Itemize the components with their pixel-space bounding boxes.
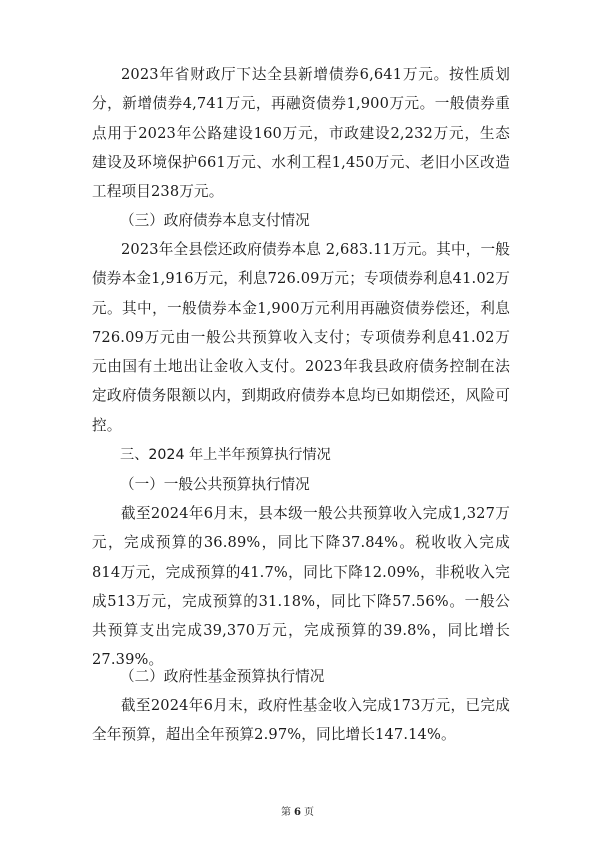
heading-debt-interest: （三）政府债券本息支付情况 bbox=[120, 212, 310, 229]
paragraph-general-budget: 截至2024年6月末，县本级一般公共预算收入完成1,327万元，完成预算的36.89%，同比下降37.84%。税收收入完成814万元，完成预算的41.7%，同比下降12.09%，非税收入完成513万元，完成预算的31.18%，同比下降57.56%。一般公共预算支出完成39,370万元，完成预算的39.8%，同比增长27.39%。 bbox=[92, 505, 510, 669]
page-footer bbox=[0, 806, 595, 820]
paragraph-fund-budget: 截至2024年6月末，政府性基金收入完成173万元，已完成全年预算，超出全年预算2.97%，同比增长147.14%。 bbox=[92, 697, 510, 744]
footer-prefix: 第 bbox=[281, 807, 292, 818]
heading-general-budget: （一）一般公共预算执行情况 bbox=[120, 476, 310, 493]
paragraph-debt-repayment: 2023年全县偿还政府债券本息 2,683.11万元。其中，一般债券本金1,916万元，利息726.09万元；专项债券利息41.02万元。其中，一般债券本金1,900万元利用再融资债券偿还，利息726.09万元由一般公共预算收入支付；专项债券利息41.02万元由国有土地出让金收入支付。2023年我县政府债务控制在法定政府债务限额以内，到期政府债券本息均已如期偿还，风险可控。 bbox=[92, 241, 510, 434]
paragraph-new-bonds: 2023年省财政厅下达全县新增债券6,641万元。按性质划分，新增债券4,741万元，再融资债券1,900万元。一般债券重点用于2023年公路建设160万元，市政建设2,232万元，生态建设及环境保护661万元、水利工程1,450万元、老旧小区改造工程项目238万元。 bbox=[92, 66, 510, 201]
footer-suffix: 页 bbox=[303, 807, 314, 818]
heading-fund-budget: （二）政府性基金预算执行情况 bbox=[120, 668, 325, 685]
heading-section-three: 三、2024 年上半年预算执行情况 bbox=[120, 447, 331, 463]
page-number: 6 bbox=[294, 807, 301, 818]
